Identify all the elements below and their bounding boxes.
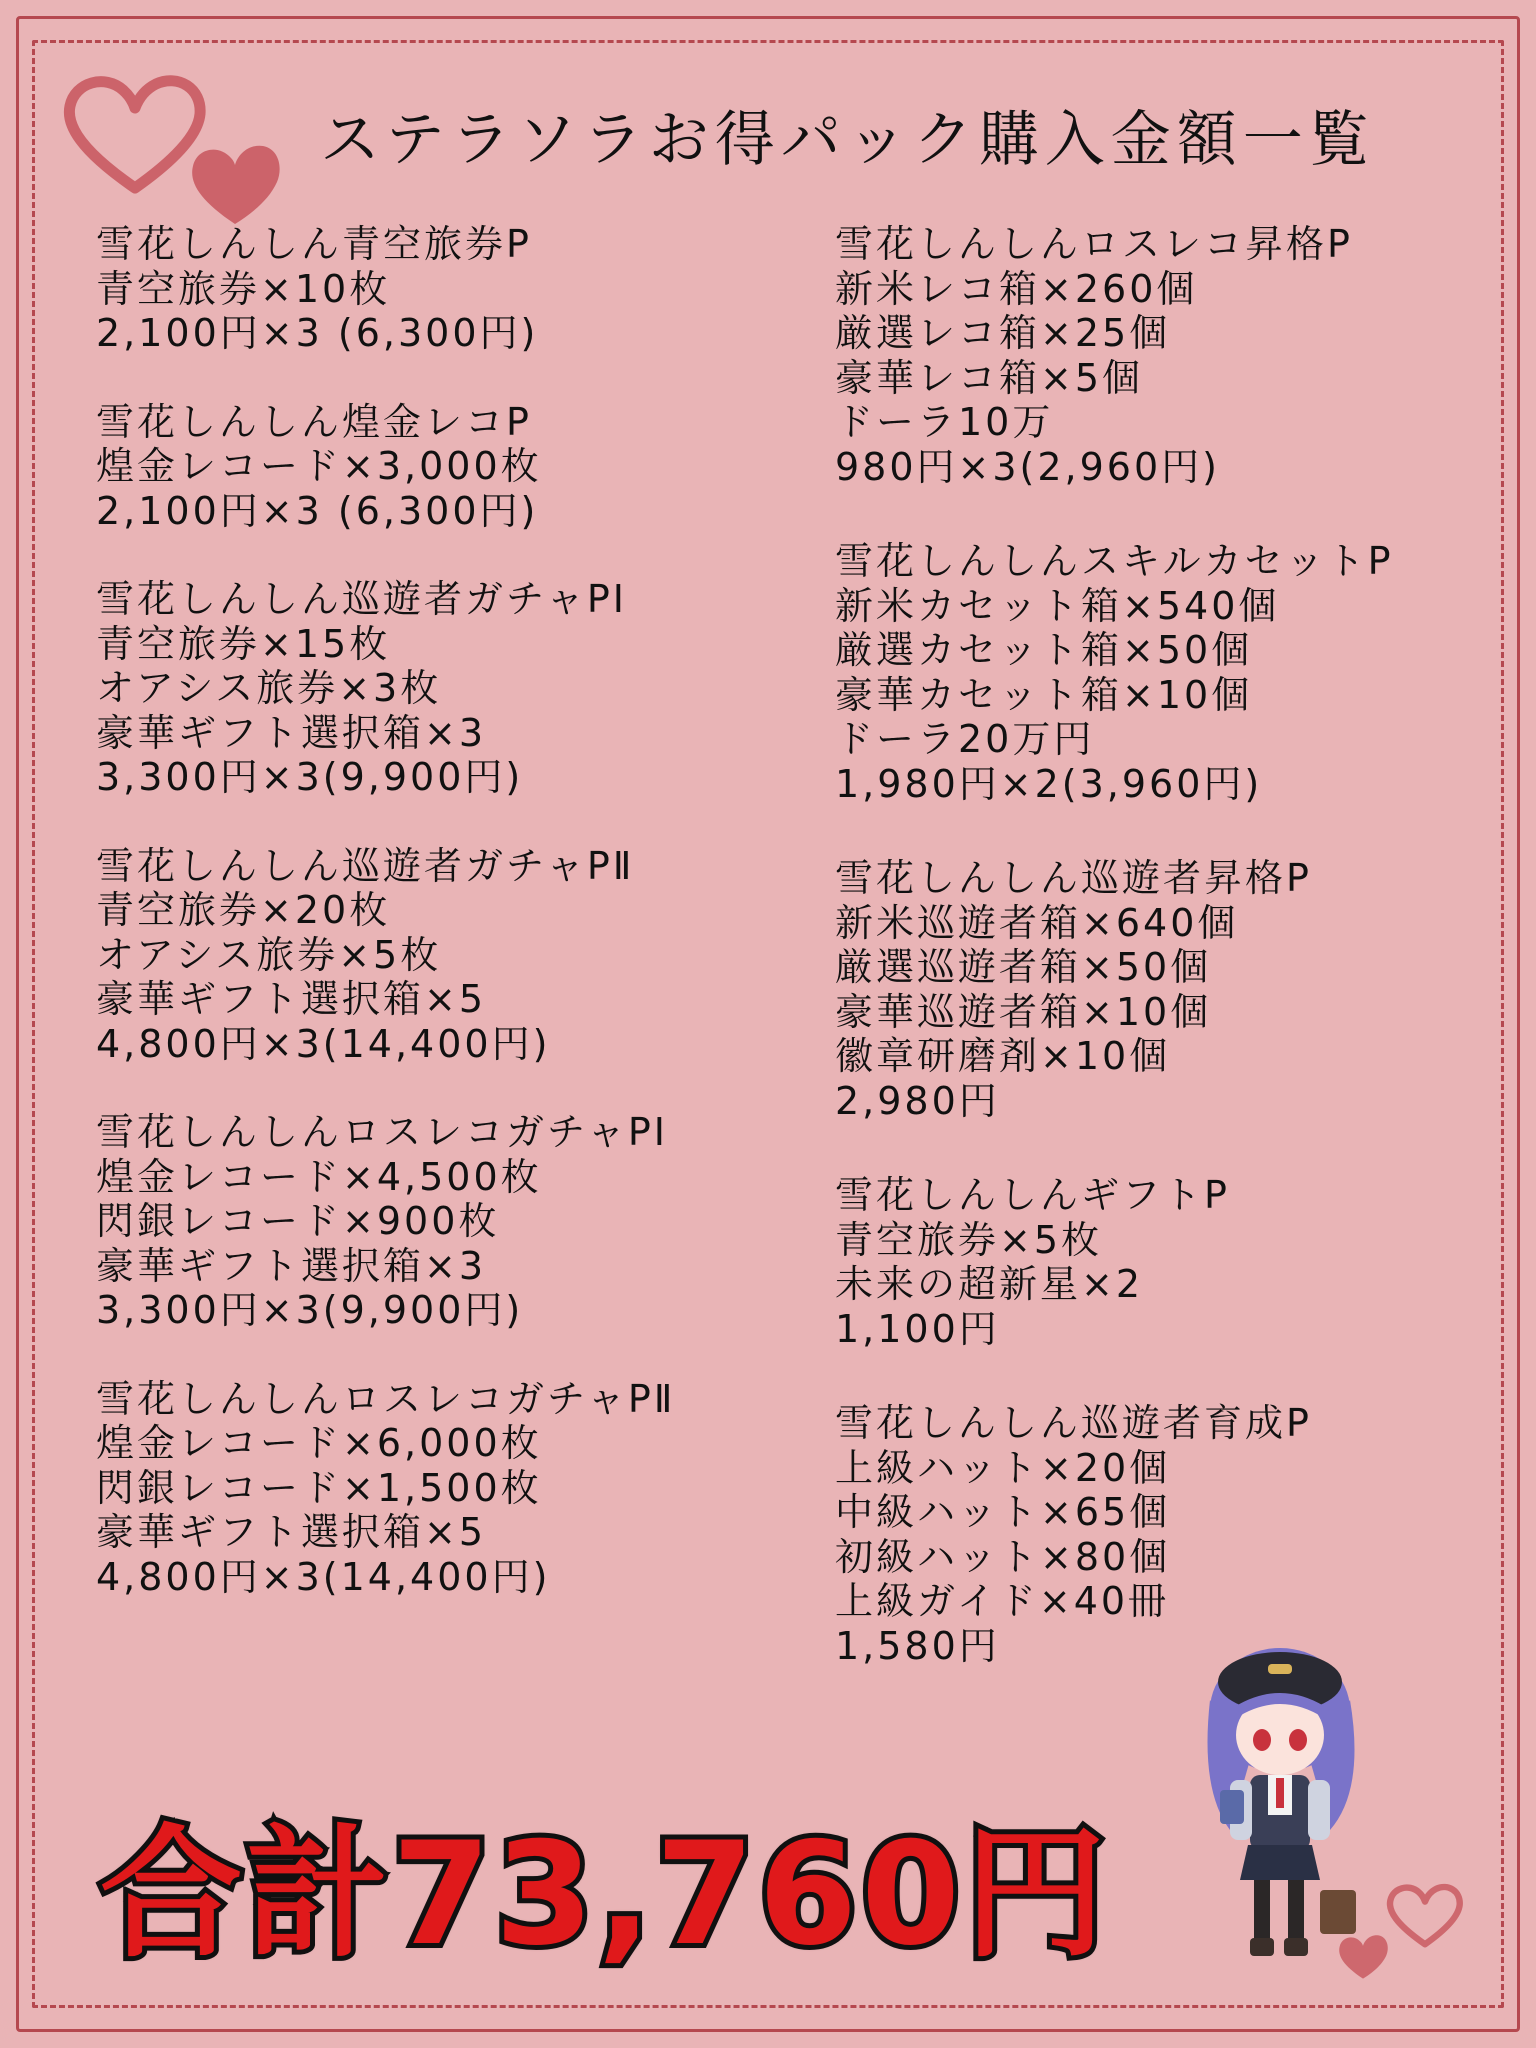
pack-item: 厳選レコ箱×25個: [835, 311, 1171, 355]
pack-price: 1,580円: [835, 1623, 1000, 1668]
pack-item: 青空旅券×15枚: [96, 621, 391, 666]
pack-block: [96, 844, 796, 1067]
total-amount: 合計73,760円: [100, 1812, 1110, 1977]
pack-item: 初級ハット×80個: [835, 1534, 1171, 1579]
pack-item: 閃銀レコード×1,500枚: [96, 1465, 542, 1510]
pack-item: 豪華カセット箱×10個: [835, 672, 1253, 717]
pack-item: 青空旅券×10枚: [96, 266, 391, 311]
pack-block: [96, 400, 796, 534]
pack-block: [96, 577, 796, 800]
pack-item: 新米巡遊者箱×640個: [835, 900, 1239, 945]
heart-filled-icon: [1335, 1932, 1391, 1982]
pack-item: 豪華ギフト選択箱×5: [96, 1510, 487, 1554]
pack-item: 豪華ギフト選択箱×3: [96, 710, 487, 755]
pack-block: [96, 1110, 796, 1333]
heart-filled-icon: [185, 140, 285, 230]
pack-item: 煌金レコード×3,000枚: [96, 444, 542, 488]
pack-item: 豪華巡遊者箱×10個: [835, 989, 1212, 1034]
pack-name: 雪花しんしん巡遊者ガチャPⅡ: [96, 843, 635, 888]
pack-item: ドーラ10万: [835, 400, 1054, 444]
pack-block: [96, 1377, 796, 1600]
pack-name: 雪花しんしんスキルカセットP: [835, 539, 1394, 583]
pack-price: 2,980円: [835, 1078, 1000, 1123]
pack-price: 1,100円: [835, 1306, 1000, 1351]
heart-outline-icon: [1385, 1880, 1465, 1952]
pack-block: [835, 856, 1465, 1123]
pack-price: 4,800円×3(14,400円): [96, 1554, 551, 1599]
pack-block: [835, 222, 1465, 489]
pack-block: [96, 222, 796, 356]
pack-item: 新米レコ箱×260個: [835, 266, 1198, 311]
pack-item: 未来の超新星×2: [835, 1262, 1144, 1306]
pack-name: 雪花しんしん巡遊者昇格P: [835, 856, 1312, 900]
pack-block: [835, 1401, 1465, 1668]
chibi-character-illustration: [1170, 1640, 1390, 1970]
pack-price: 3,300円×3(9,900円): [96, 755, 524, 799]
pack-item: 徽章研磨剤×10個: [835, 1034, 1171, 1078]
pack-item: 青空旅券×20枚: [96, 888, 391, 932]
pack-name: 雪花しんしん巡遊者育成P: [835, 1401, 1312, 1445]
left-pack-list: [96, 222, 796, 1643]
pack-item: 豪華レコ箱×5個: [835, 355, 1144, 400]
pack-price: 2,100円×3 (6,300円): [96, 311, 539, 355]
pack-price: 980円×3(2,960円): [835, 444, 1220, 489]
pack-price: 3,300円×3(9,900円): [96, 1288, 524, 1332]
pack-name: 雪花しんしんギフトP: [835, 1173, 1230, 1217]
pack-item: ドーラ20万円: [835, 717, 1095, 761]
pack-item: 青空旅券×5枚: [835, 1217, 1103, 1262]
pack-item: 閃銀レコード×900枚: [96, 1199, 500, 1243]
pack-name: 雪花しんしん青空旅券P: [96, 222, 532, 266]
pack-item: オアシス旅券×5枚: [96, 932, 442, 977]
pack-item: 煌金レコード×4,500枚: [96, 1154, 542, 1199]
page-title: ステラソラお得パック購入金額一覧: [320, 105, 1375, 175]
pack-price: 4,800円×3(14,400円): [96, 1021, 551, 1066]
pack-name: 雪花しんしん巡遊者ガチャPⅠ: [96, 577, 627, 621]
pack-item: 煌金レコード×6,000枚: [96, 1421, 542, 1465]
pack-name: 雪花しんしんロスレコ昇格P: [835, 222, 1353, 266]
pack-name: 雪花しんしんロスレコガチャPⅡ: [96, 1376, 676, 1421]
pack-item: 上級ハット×20個: [835, 1445, 1171, 1490]
pack-block: [835, 539, 1465, 806]
pack-block: [835, 1173, 1465, 1351]
pack-name: 雪花しんしんロスレコガチャPⅠ: [96, 1110, 668, 1154]
pack-item: 上級ガイド×40冊: [835, 1579, 1170, 1623]
pack-name: 雪花しんしん煌金レコP: [96, 399, 532, 444]
pack-item: オアシス旅券×3枚: [96, 666, 442, 710]
pack-item: 新米カセット箱×540個: [835, 583, 1280, 628]
pack-item: 厳選巡遊者箱×50個: [835, 945, 1212, 989]
pack-item: 豪華ギフト選択箱×5: [96, 977, 487, 1021]
right-pack-list: [835, 222, 1465, 1718]
pack-item: 中級ハット×65個: [835, 1490, 1171, 1534]
pack-item: 豪華ギフト選択箱×3: [96, 1243, 487, 1288]
pack-price: 2,100円×3 (6,300円): [96, 488, 539, 533]
pack-price: 1,980円×2(3,960円): [835, 761, 1263, 806]
pack-item: 厳選カセット箱×50個: [835, 628, 1253, 672]
